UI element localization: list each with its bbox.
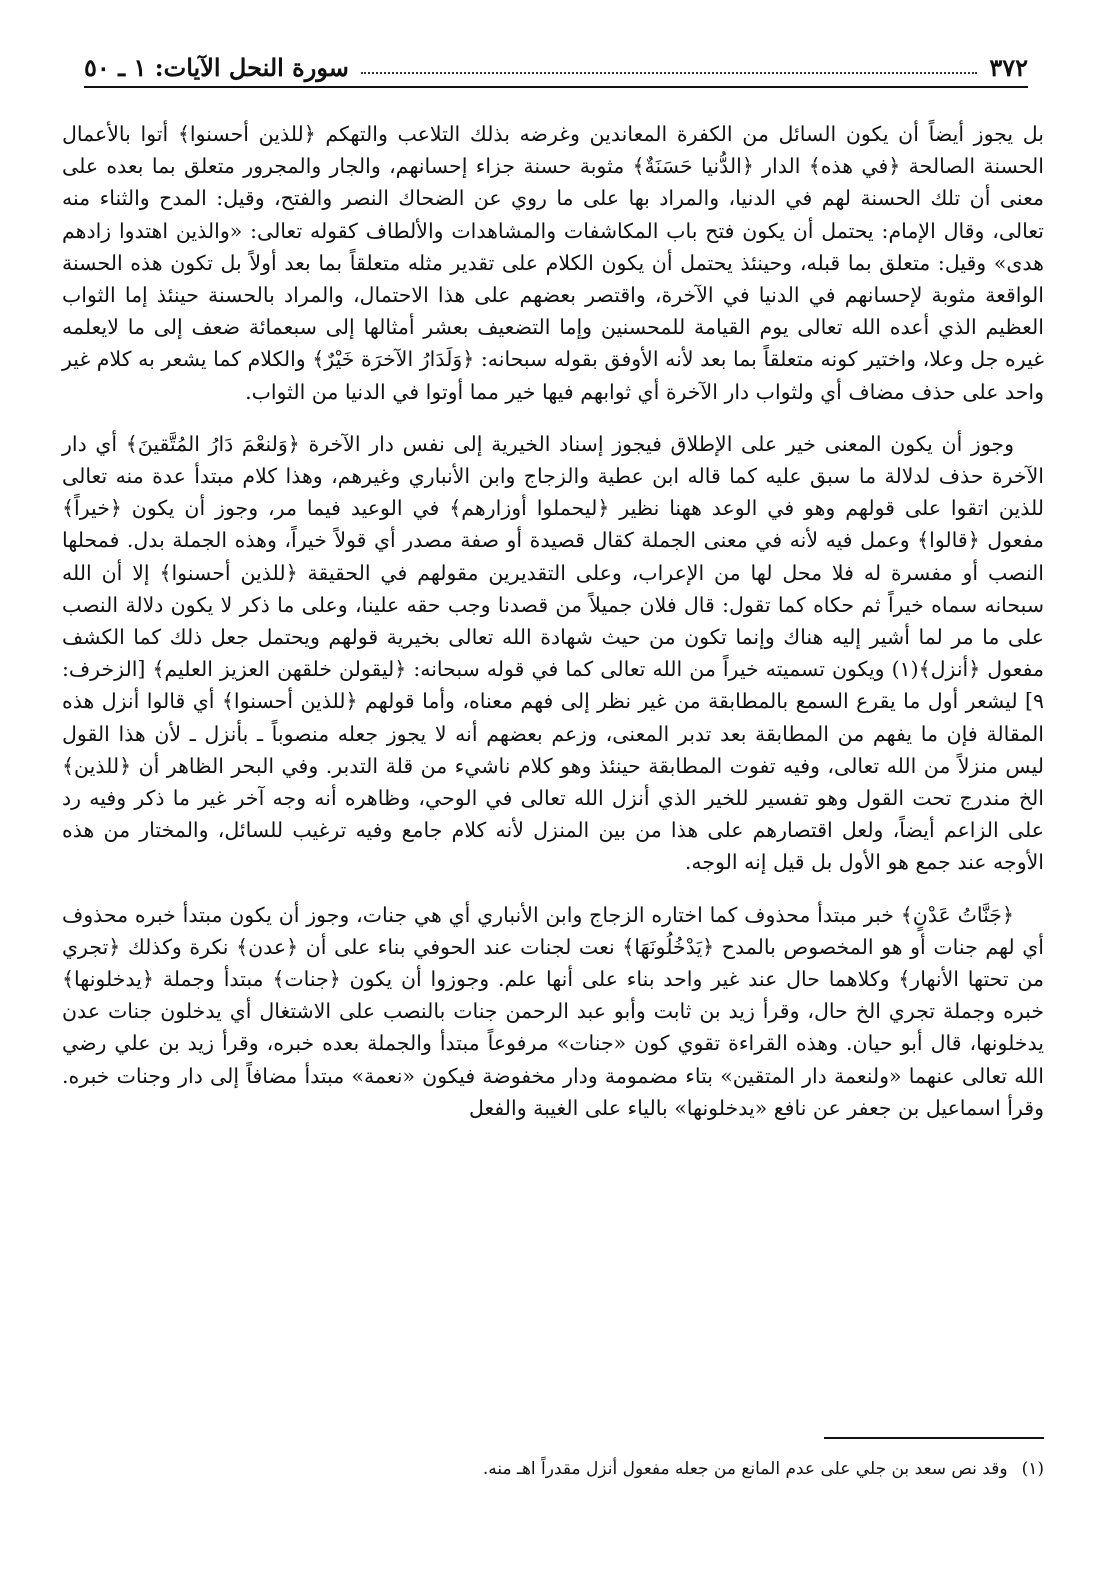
footnote-separator <box>824 1437 1044 1439</box>
footnote-number: (١) <box>1021 1459 1044 1479</box>
footnote <box>62 1456 1044 1482</box>
paragraph-2: وجوز أن يكون المعنى خير على الإطلاق فيجوز إسناد الخيرية إلى نفس دار الآخرة ﴿وَلنعْمَ دَارُ المُتَّقينَ﴾ أي دار الآخرة حذف لدلالة ما سبق عليه كما قاله ابن عطية والزجاج وابن الأنباري وغيرهم، وهذا كلام مبتدأ عدة منه تعالى للذين اتقوا على قولهم وهو في الوعد ههنا نظير ﴿ليحملوا أوزارهم﴾ في الوعيد فيما مر، وجوز أن يكون ﴿خيراً﴾ مفعول ﴿قالوا﴾ وعمل فيه لأنه في معنى الجملة كقال قصيدة أو صفة مصدر أي قولاً خيراً، وهذه الجملة بدل. فمحلها النصب أو مفسرة له فلا محل لها من الإعراب، وعلى التقديرين مقولهم في الحقيقة ﴿للذين أحسنوا﴾ إلا أن الله سبحانه سماه خيراً ثم حكاه كما تقول: قال فلان جميلاً من قصدنا وجب حقه علينا، وعلى ما ذكر لا يكون دلالة النصب على ما مر لما أشير إليه هناك وإنما تكون من حيث شهادة الله تعالى بخيرية قولهم ويحتمل جعل ذلك كما الكشف مفعول ﴿أنزل﴾(١) ويكون تسميته خيراً من الله تعالى كما في قوله سبحانه: ﴿ليقولن خلقهن العزيز العليم﴾ [الزخرف: ٩] ليشعر أول ما يقرع السمع بالمطابقة من غير نظر إلى فهم معناه، وأما قولهم ﴿للذين أحسنوا﴾ أي قالوا أنزل هذه المقالة فإن ما يفهم من المطابقة بعد تدبر المعنى، وزعم بعضهم أنه لا يجوز جعله منصوباً ـ بأنزل ـ لأن هذا القول ليس منزلاً من الله تعالى، وفيه تفوت المطابقة حينئذ وهو كلام ناشيء من قلة التدبر. وفي البحر الظاهر أن ﴿للذين﴾ الخ مندرج تحت القول وهو تفسير للخير الذي أنزل الله تعالى في الوحي، وظاهره أنه وجه آخر غير ما ذكر وفيه رد على الزاعم أيضاً، ولعل اقتصارهم على هذا من بين المنزل لأنه كلام جامع وفيه ترغيب للسائل، والمختار من هذه الأوجه عند جمع هو الأول بل قيل إنه الوجه. <box>62 431 1044 875</box>
paragraph-1: بل يجوز أيضاً أن يكون السائل من الكفرة المعاندين وغرضه بذلك التلاعب والتهكم ﴿للذين أحسنوا﴾ أتوا بالأعمال الحسنة الصالحة ﴿في هذه﴾ الدار ﴿الدُّنيا حَسَنَةٌ﴾ مثوبة حسنة جزاء إحسانهم، والجار والمجرور متعلق بما بعده على معنى أن تلك الحسنة لهم في الدنيا، والمراد بها على ما روي عن الضحاك النصر والفتح، وقيل: المدح والثناء منه تعالى، وقال الإمام: يحتمل أن يكون فتح باب المكاشفات والمشاهدات والألطاف كقوله تعالى: «والذين اهتدوا زادهم هدى» وقيل: متعلق بما قبله، وحينئذ يحتمل أن يكون الكلام على تقدير مثله متعلقاً بما بعد أولاً بل تكون هذه الحسنة الواقعة مثوبة لإحسانهم في الدنيا في الآخرة، واقتصر بعضهم على هذا الاحتمال، والمراد بالحسنة حينئذ إما الثواب العظيم الذي أعده الله تعالى يوم القيامة للمحسنين وإما التضعيف بعشر أمثالها إلى سبعمائة ضعف إلى ما لايعلمه غيره جل وعلا، واختير كونه متعلقاً بما بعد لأنه الأوفق بقوله سبحانه: ﴿وَلَدَارُ الآخرَة خَيْرٌ﴾ والكلام كما يشعر به كلام غير واحد على حذف مضاف أي ولثواب دار الآخرة أي ثوابهم فيها خير مما أوتوا في الدنيا من الثواب. <box>62 122 1044 404</box>
page-number: ٣٧٢ <box>989 53 1028 82</box>
footnote-text: وقد نص سعد بن جلي على عدم المانع من جعله مفعول أنزل مقدراً اهـ منه. <box>482 1459 1008 1479</box>
header-dotted-leader <box>361 72 977 74</box>
header-title: سورة النحل الآيات: ١ ـ ٥٠ <box>84 53 349 82</box>
main-text <box>62 118 1044 1144</box>
paragraph-3: ﴿جَنَّاتُ عَدْنٍ﴾ خبر مبتدأ محذوف كما اختاره الزجاج وابن الأنباري أي هي جنات، وجوز أن يكون مبتدأ خبره محذوف أي لهم جنات أو هو المخصوص بالمدح ﴿يَدْخُلُونَهَا﴾ نعت لجنات عند الحوفي بناء على أن ﴿عدن﴾ نكرة وكذلك ﴿تجري من تحتها الأنهار﴾ وكلاهما حال عند غير واحد بناء على أنها علم. وجوزوا أن يكون ﴿جنات﴾ مبتدأ وجملة ﴿يدخلونها﴾ خبره وجملة تجري الخ حال، وقرأ زيد بن ثابت وأبو عبد الرحمن جنات بالنصب على الاشتغال أي يدخلون جنات عدن يدخلونها، قال أبو حيان. وهذه القراءة تقوي كون «جنات» مرفوعاً مبتدأ والجملة بعده خبره، وقرأ زيد بن علي رضي الله تعالى عنهما «ولنعمة دار المتقين» بتاء مضمومة ودار مخفوضة فيكون «نعمة» مبتدأ مضافاً إلى دار وجنات خبره. وقرأ اسماعيل بن جعفر عن نافع «يدخلونها» بالياء على الغيبة والفعل <box>62 902 1044 1120</box>
running-header <box>84 44 1028 88</box>
